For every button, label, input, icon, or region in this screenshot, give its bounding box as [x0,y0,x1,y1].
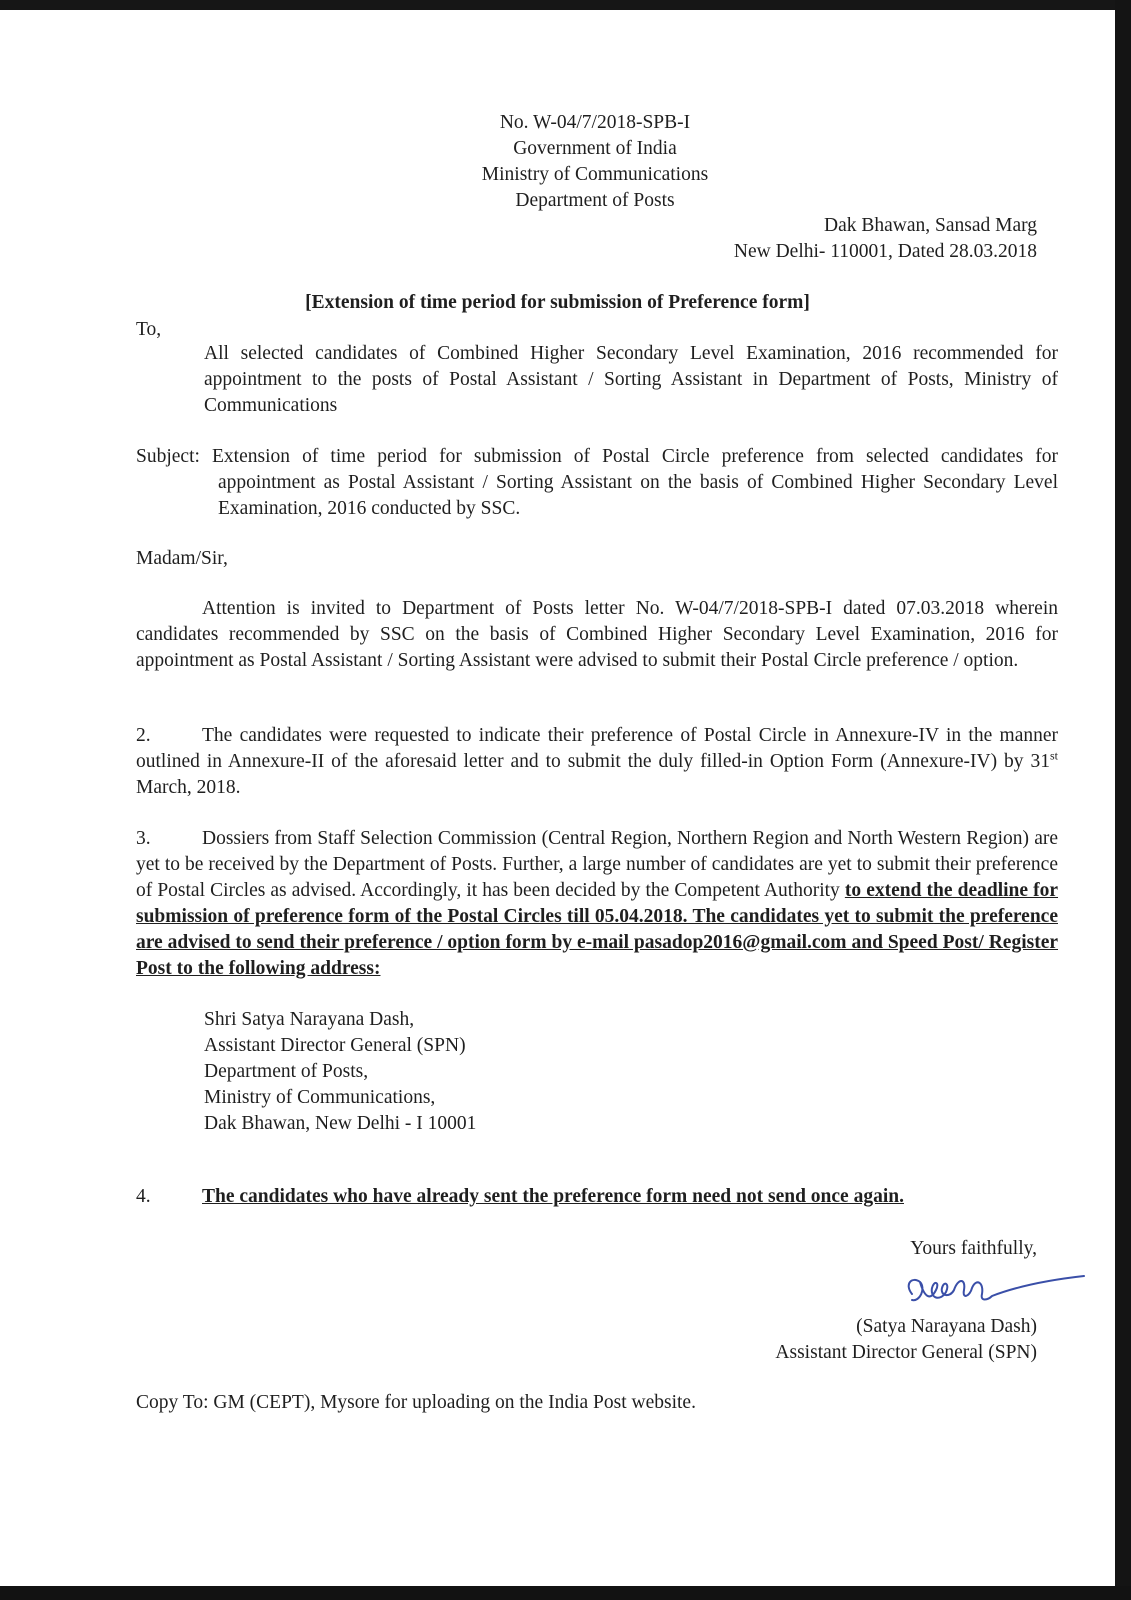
subject-body: Extension of time period for submission of Postal Circle preference from selected candidates for appointment as Postal Assistant / Sorting Assistant on the basis of Combined Higher Secondary Level Examination, 2016 conducted by SSC. [212,446,1058,519]
copy-to-line: Copy To: GM (CEPT), Mysore for uploading on the India Post website. [136,1392,696,1413]
salutation: Madam/Sir, [136,548,228,569]
signatory-designation: Assistant Director General (SPN) [775,1342,1037,1363]
paragraph-2-superscript: st [1049,748,1058,763]
department-name: Department of Posts [515,190,675,211]
paragraph-3-number: 3. [136,828,151,849]
ministry-name: Ministry of Communications [481,164,709,185]
subject-text [136,444,1058,522]
paragraph-1: Attention is invited to Department of Posts letter No. W-04/7/2018-SPB-I dated 07.03.2018 wherein candidates recommended by SSC on the basis of Combined Higher Secondary Level Examination, 2016 for appointment as Postal Assistant / Sorting Assistant were advised to submit their Postal Circle preference / option. [136,598,1058,671]
mailing-address-line: Assistant Director General (SPN) [204,1035,466,1056]
paragraph-3-emphasis: to extend the deadline for submission of preference form of the Postal Circles till 05.04.2018. The candidates yet to submit the preference are advised to send their preference / option form by e-mail pasadop2016@gmail.com and Speed Post/ Register Post to the following address: [136,880,1059,979]
mailing-address [204,1007,476,1137]
recipients-paragraph: All selected candidates of Combined Higher Secondary Level Examination, 2016 recommended for appointment to the posts of Postal Assistant / Sorting Assistant in Department of Posts, Ministry of Communications [204,343,1058,416]
paragraph-2-number: 2. [136,725,151,746]
paragraph-3-text: Dossiers from Staff Selection Commission (Central Region, Northern Region and North Western Region) are yet to be received by the Department of Posts. Further, a large number of candidates are yet to submit their preference of Postal Circles as advised. Accordingly, it has been decided by the Competent Authority [136,828,1058,901]
mailing-address-line: Dak Bhawan, New Delhi - I 10001 [204,1113,477,1134]
mailing-address-line: Department of Posts, [204,1061,369,1082]
office-address-line1: Dak Bhawan, Sansad Marg [823,215,1037,236]
office-address-date: New Delhi- 110001, Dated 28.03.2018 [733,241,1037,262]
letter-title: [Extension of time period for submission of Preference form] [305,292,810,313]
letter-number: No. W-04/7/2018-SPB-I [499,112,691,133]
paragraph-3 [136,826,1058,982]
letter-header [380,110,810,214]
paragraph-2-text-end: March, 2018. [136,777,241,798]
signatory-name: (Satya Narayana Dash) [856,1316,1037,1337]
scan-border-right [1115,0,1131,1600]
paragraph-4-text: The candidates who have already sent the preference form need not send once again. [202,1186,904,1207]
closing-phrase: Yours faithfully, [910,1238,1037,1259]
signatory-block [775,1314,1037,1366]
subject-label: Subject: [136,446,200,467]
paragraph-2-text: The candidates were requested to indicate their preference of Postal Circle in Annexure-IV in the manner outlined in Annexure-II of the aforesaid letter and to submit the duly filled-in Option Form (Annexure-IV) by 31 [136,725,1058,772]
office-address [734,213,1037,265]
paragraph-4-number: 4. [136,1186,151,1207]
paragraph-4 [136,1184,904,1210]
mailing-address-line: Ministry of Communications, [204,1087,436,1108]
paragraph-2 [136,723,1058,801]
government-name: Government of India [513,138,677,159]
scan-border-bottom [0,1586,1131,1600]
mailing-address-line: Shri Satya Narayana Dash, [204,1009,415,1030]
to-label: To, [136,319,162,340]
